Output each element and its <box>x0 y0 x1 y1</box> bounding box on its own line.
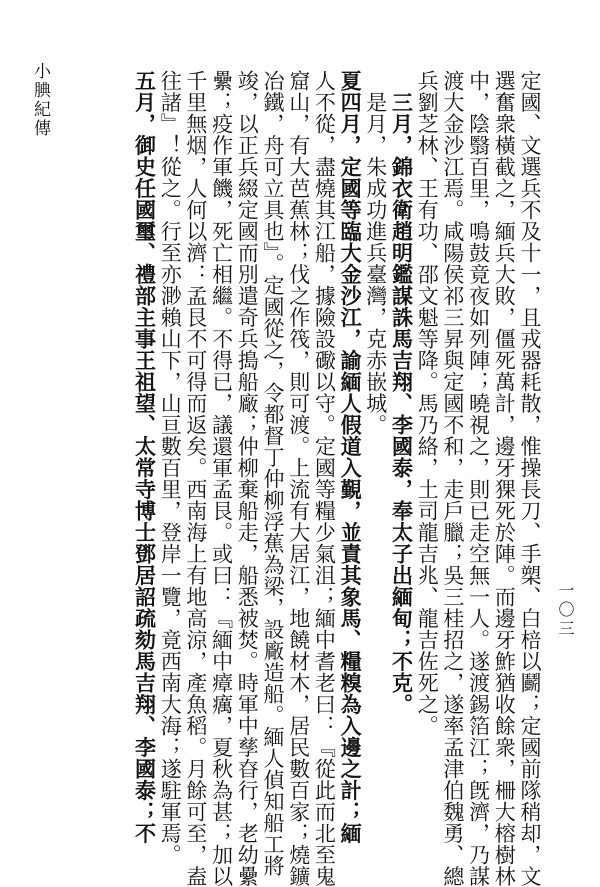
text-column: 三月，錦衣衛趙明鑑謀誅馬吉翔、李國泰，奉太子出緬甸；不克。 <box>389 70 415 715</box>
text-column: 渡大金沙江焉。咸陽侯祁三昇與定國不和，走戶臘；吳三桂招之，遂率孟津伯魏勇、總 <box>440 70 465 887</box>
text-column: 夏四月，定國等臨大金沙江，諭緬人假道入覲，並責其象馬、糧糗為入邊之計；緬 <box>338 70 364 844</box>
text-column: 往諸』！從之。行至亦渺賴山下，山亘數百里，登岸一覽，竟西南大海；遂駐軍焉。 <box>158 70 183 866</box>
text-column: 定國、文選兵不及十一，且戎器耗散，惟操長刀、手槊、白棓以鬬；定國前隊稍却，文 <box>518 70 542 887</box>
text-column: 窟山，有大芭蕉林；伐之作筏，則可渡。上流有大居江，地饒材木，居民數百家；燒鑛 <box>286 70 311 887</box>
text-column: 千里無烟，人何以濟：孟艮不可得而返矣。西南海上有地高涼，產魚稻。月餘可至，盍 <box>183 70 208 887</box>
text-column: 是月，朱成功進兵臺灣，克赤嵌城。 <box>363 70 388 436</box>
text-column: 人不從，盡燒其江船，據險設礮以守。定國等糧少氣沮；緬中耆老曰：『從此而北至鬼 <box>312 70 337 887</box>
text-column: 中，陰翳百里，鳴鼓竟夜如列陣；曉視之，則已走空無一人。遂渡錫箔江；旣濟，乃謀 <box>466 70 491 887</box>
text-column: 選奮衆橫截之，緬兵大敗，僵死萬計，邊牙猓死於陣。而邊牙鮓猶收餘衆，柵大榕樹林 <box>492 70 517 887</box>
text-column: 五月，御史任國璽、禮部主事王祖望、太常寺博士鄧居詔疏劾馬吉翔、李國泰；不 <box>132 70 158 844</box>
page-number: 一〇三 <box>556 582 575 639</box>
book-title: 小腆紀傳 <box>30 62 50 138</box>
text-column: 纍；疫作軍饑，死亡相繼。不得已，議還軍孟艮。或曰：『緬中瘴癘，夏秋為甚；加以 <box>209 70 234 887</box>
text-column: 竣，以正兵綴定國而別遣奇兵搗船廠；仲柳棄船走，船悉被焚。時軍中孳昚行，老幼纍 <box>235 70 260 887</box>
text-column: 兵劉芝林、王有功、邵文魁等降。馬乃絡，土司龍吉兆、龍吉佐死之。 <box>415 70 440 737</box>
text-column: 冶鐵，舟可立具也』。定國從之，令都督丁仲柳浮蕉為梁，設廠造船。緬人偵知船工將 <box>261 70 285 877</box>
